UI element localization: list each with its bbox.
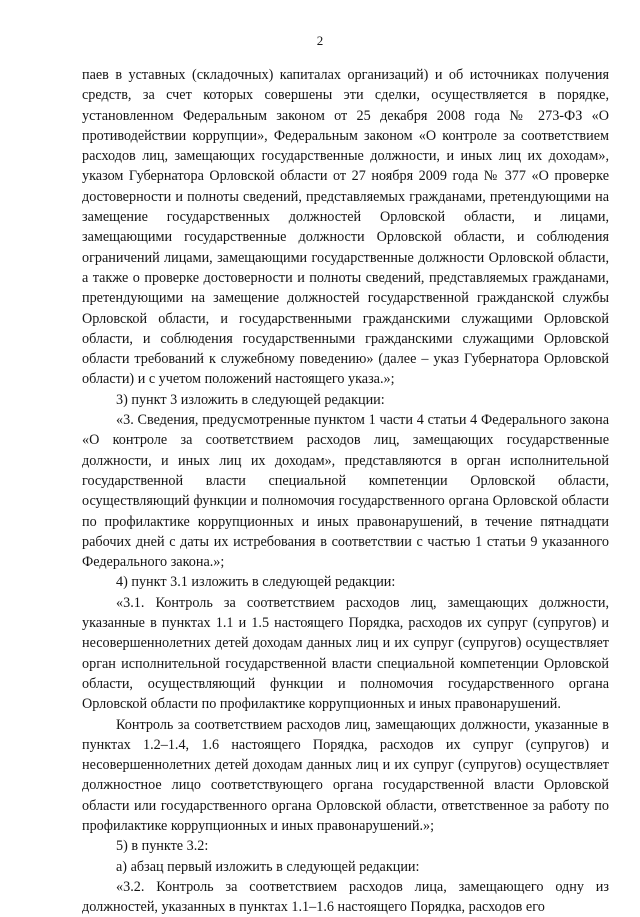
document-body bbox=[82, 65, 609, 917]
paragraph-item-3-2-text: «3.2. Контроль за соответствием расходов лица, замещающего одну из должностей, указанных в пунктах 1.1–1.6 настоящего Порядка, расходов его bbox=[82, 878, 609, 916]
paragraph-item-3-1-text: «3.1. Контроль за соответствием расходов лиц, замещающих должности, указанные в пунктах 1.1 и 1.5 настоящего Порядка, расходов их супруг (супругов) и несовершеннолетних детей доходам данных лиц и их супруг (супругов) осуществляет орган исполнительной государственной власти специальной компетенции Орловской области, осуществляющий функции и полномочия государственного органа Орловской области по профилактике коррупционных и иных правонарушений. bbox=[82, 594, 609, 713]
paragraph-subitem-a: а) абзац первый изложить в следующей редакции: bbox=[116, 858, 420, 875]
paragraph-item-3-1-second: Контроль за соответствием расходов лиц, замещающих должности, указанные в пунктах 1.2–1.4, 1.6 настоящего Порядка, расходов их супруг (супругов) и несовершеннолетних детей доходам данных лиц и их супруг (супругов) осуществляет должностное лицо соответствующего органа государственной власти Орловской области или государственного органа Орловской области, ответственное за работу по профилактике коррупционных и иных правонарушений.»; bbox=[82, 716, 609, 834]
paragraph-continuation: паев в уставных (складочных) капиталах организаций) и об источниках получения средств, за счет которых совершены эти сделки, осуществляется в порядке, установленном Федеральным законом от 25 декабря 2008 года № 273-ФЗ «О противодействии коррупции», Федеральным законом «О контроле за соответствием расходов лиц, замещающих государственные должности, и иных лиц их доходам», указом Губернатора Орловской области от 27 ноября 2009 года № 377 «О проверке достоверности и полноты сведений, представляемых гражданами, претендующими на замещение государственных должностей Орловской области, и лицами, замещающими государственные должности Орловской области, и соблюдения ограничений лицами, замещающими государственные должности Орловской области, а также о проверке достоверности и полноты сведений, представляемых гражданами, претендующими на замещение должностей государственной гражданской службы Орловской области, и государственными гражданскими служащими Орловской области, и соблюдения государственными гражданскими служащими Орловской области требований к служебному поведению» (далее – указ Губернатора Орловской области) и с учетом положений настоящего указа.»; bbox=[82, 67, 609, 388]
paragraph-item-3-text: «3. Сведения, предусмотренные пунктом 1 части 4 статьи 4 Федерального закона «О контроле за соответствием расходов лиц, замещающих государственные должности, и иных лиц их доходам», представляются в орган исполнительной государственной власти специальной компетенции Орловской области, осуществляющий функции и полномочия государственного органа Орловской области по профилактике коррупционных и иных правонарушений, в течение пятнадцати рабочих дней с даты их истребования в соответствии с частью 1 статьи 9 указанного Федерального закона.»; bbox=[82, 412, 609, 571]
paragraph-item-3-heading: 3) пункт 3 изложить в следующей редакции: bbox=[116, 391, 385, 408]
page-number: 2 bbox=[316, 33, 324, 48]
paragraph-item-5-heading: 5) в пункте 3.2: bbox=[116, 838, 209, 855]
paragraph-item-4-heading: 4) пункт 3.1 изложить в следующей редакции: bbox=[116, 574, 396, 591]
